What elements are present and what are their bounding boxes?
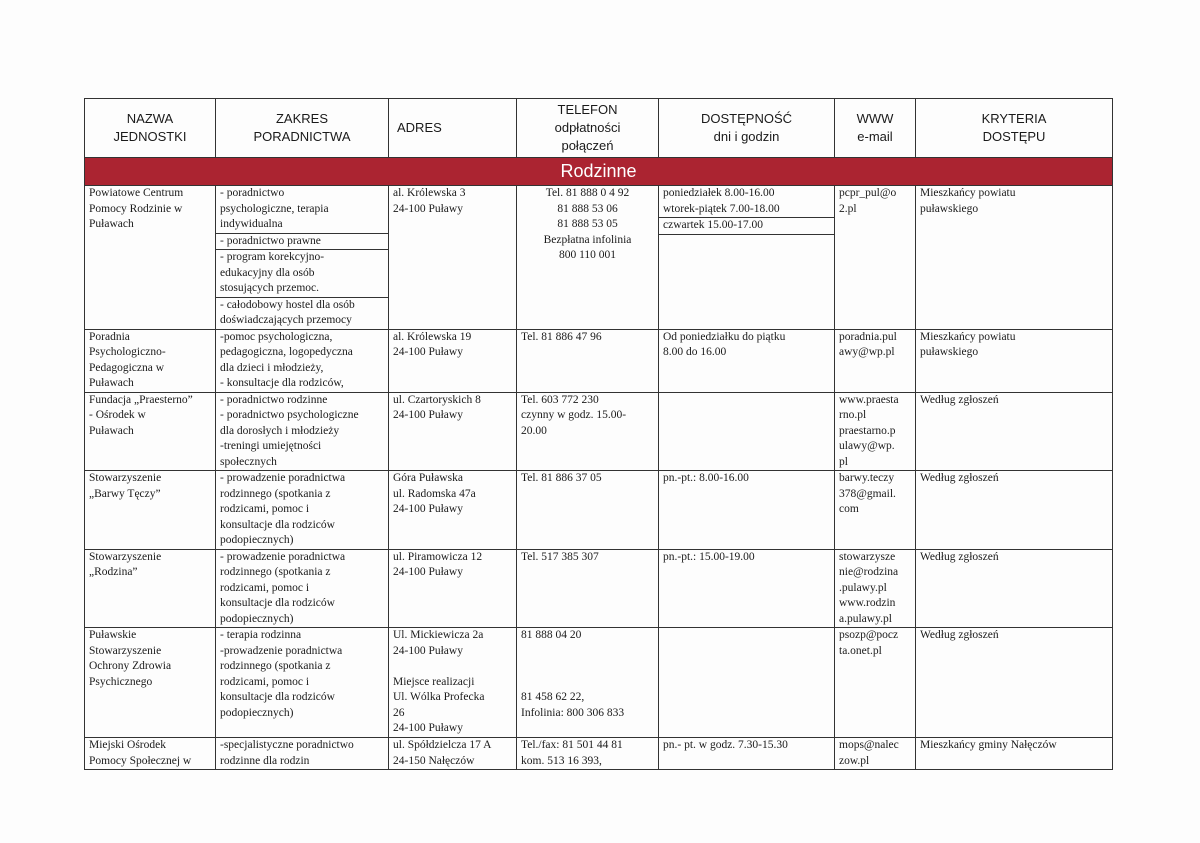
scope-text-line: społecznych — [220, 455, 277, 468]
address-line: Góra Puławska — [393, 472, 463, 484]
hours-text-line: pn.-pt.: 15.00-19.00 — [663, 550, 755, 563]
unit-name-line: Stowarzyszenie — [89, 472, 162, 484]
web-email-line: nie@rodzina — [839, 566, 899, 578]
web-email-line: rno.pl — [839, 409, 867, 421]
web-email — [835, 471, 916, 550]
access-criteria — [916, 186, 1113, 330]
access-criteria-line: Mieszkańcy gminy Nałęczów — [920, 739, 1057, 751]
scope-text-line: - program korekcyjno- — [220, 251, 325, 263]
hours-text-line: 8.00 do 16.00 — [663, 346, 727, 358]
hours-item — [663, 550, 830, 566]
phone — [517, 471, 659, 550]
unit-name-line: Fundacja „Praesterno” — [89, 393, 193, 406]
scope-text-line: - poradnictwo — [220, 187, 285, 199]
table-row — [85, 186, 1113, 330]
address-line: 24-100 Puławy — [393, 566, 463, 578]
access-criteria — [916, 628, 1113, 738]
phone-line: 81 888 04 20 — [521, 629, 582, 641]
web-email-line: stowarzysze — [839, 550, 896, 563]
web-email-line: www.rodzin — [839, 597, 896, 609]
unit-name-line: Ochrony Zdrowia — [89, 660, 172, 672]
unit-name-line: Puławskie — [89, 629, 137, 641]
address — [389, 471, 517, 550]
scope-item — [220, 628, 384, 721]
phone-line: 81 888 53 06 — [557, 202, 618, 215]
hours-cell — [659, 186, 835, 330]
scope-text-line: - prowadzenie poradnictwa — [220, 550, 346, 563]
scope-item — [216, 249, 388, 297]
phone-line: Tel. 603 772 230 — [521, 393, 599, 406]
scope-text-line: doświadczających przemocy — [220, 314, 352, 326]
header-address: ADRES — [389, 99, 517, 158]
unit-name — [85, 186, 216, 330]
unit-name-line: Psychicznego — [89, 675, 153, 688]
scope-text-line: edukacyjny dla osób — [220, 266, 315, 279]
unit-name — [85, 471, 216, 550]
scope-text-line: indywidualna — [220, 218, 283, 230]
scope-text-line: - terapia rodzinna — [220, 629, 302, 641]
services-table — [84, 98, 1113, 770]
scope-item — [220, 186, 384, 233]
hours-item — [663, 330, 830, 361]
address-line: Ul. Mickiewicza 2a — [393, 629, 484, 641]
scope-cell — [216, 392, 389, 471]
phone-line: Tel. 81 886 37 05 — [521, 472, 602, 484]
hours-cell — [659, 628, 835, 738]
hours-text-line: poniedziałek 8.00-16.00 — [663, 187, 775, 199]
web-email-line: praestarno.p — [839, 424, 896, 437]
access-criteria — [916, 738, 1113, 770]
web-email-line: pl — [839, 455, 848, 468]
hours-cell — [659, 329, 835, 392]
access-criteria-line: Według zgłoszeń — [920, 393, 999, 406]
scope-item — [220, 393, 384, 471]
scope-text-line: -specjalistyczne poradnictwo — [220, 739, 354, 751]
hours-text-line: Od poniedziałku do piątku — [663, 330, 786, 343]
web-email-line: ta.onet.pl — [839, 644, 882, 657]
address — [389, 549, 517, 628]
access-criteria-line: Według zgłoszeń — [920, 472, 999, 484]
address-line: 24-100 Puławy — [393, 503, 463, 515]
scope-text-line: podopiecznych) — [220, 706, 294, 719]
scope-text-line: rodzicami, pomoc i — [220, 503, 310, 515]
phone — [517, 549, 659, 628]
web-email-line: mops@nalec — [839, 739, 899, 751]
web-email-line: poradnia.pul — [839, 330, 897, 343]
table-row — [85, 392, 1113, 471]
web-email — [835, 329, 916, 392]
address — [389, 392, 517, 471]
web-email — [835, 738, 916, 770]
scope-text-line: konsultacje dla rodziców — [220, 691, 335, 703]
header-web: WWW e-mail — [835, 99, 916, 158]
unit-name-line: Miejski Ośrodek — [89, 739, 166, 751]
address-line: 26 — [393, 706, 405, 719]
scope-cell — [216, 738, 389, 770]
address-line: Miejsce realizacji — [393, 675, 475, 688]
web-email — [835, 186, 916, 330]
table-row — [85, 549, 1113, 628]
address-line: 24-100 Puławy — [393, 722, 463, 734]
header-hours: DOSTĘPNOŚĆ dni i godzin — [659, 99, 835, 158]
web-email-line: pcpr_pul@o — [839, 187, 897, 199]
scope-text-line: rodzinnego (spotkania z — [220, 660, 331, 672]
address-line: 24-100 Puławy — [393, 409, 463, 421]
table-row — [85, 738, 1113, 770]
unit-name-line: Pedagogiczna w — [89, 361, 165, 374]
web-email-line: psozp@pocz — [839, 629, 899, 641]
web-email-line: com — [839, 503, 859, 515]
address-line: al. Królewska 19 — [393, 330, 472, 343]
phone-line: Bezpłatna infolinia — [543, 233, 632, 246]
unit-name-line: Pomocy Społecznej w — [89, 754, 192, 767]
unit-name-line: Psychologiczno- — [89, 346, 166, 358]
unit-name-line: - Ośrodek w — [89, 409, 146, 421]
access-criteria — [916, 329, 1113, 392]
phone-line: 81 458 62 22, — [521, 691, 585, 703]
header-phone: TELEFON odpłatności połączeń — [517, 99, 659, 158]
scope-text-line: - poradnictwo rodzinne — [220, 393, 328, 406]
scope-cell — [216, 186, 389, 330]
phone-line — [521, 659, 654, 675]
hours-cell — [659, 738, 835, 770]
phone — [517, 392, 659, 471]
scope-text-line: podopiecznych) — [220, 612, 294, 625]
access-criteria — [916, 471, 1113, 550]
address-line: ul. Spółdzielcza 17 A — [393, 739, 492, 751]
access-criteria-line: puławskiego — [920, 346, 979, 358]
phone-line: Tel. 517 385 307 — [521, 550, 599, 563]
address-line: al. Królewska 3 — [393, 187, 466, 199]
phone — [517, 738, 659, 770]
scope-cell — [216, 549, 389, 628]
address-line: 24-100 Puławy — [393, 202, 463, 215]
scope-item — [220, 738, 384, 769]
unit-name-line: Stowarzyszenie — [89, 644, 162, 657]
scope-cell — [216, 471, 389, 550]
unit-name-line: Stowarzyszenie — [89, 550, 162, 563]
scope-text-line: dla dzieci i młodzieży, — [220, 361, 324, 374]
section-band — [85, 158, 1113, 186]
address-line — [393, 659, 512, 675]
scope-text-line: stosujących przemoc. — [220, 282, 319, 294]
header-name: NAZWA JEDNOSTKI — [85, 99, 216, 158]
web-email-line: a.pulawy.pl — [839, 612, 892, 625]
phone-line — [521, 675, 654, 691]
address — [389, 628, 517, 738]
unit-name-line: „Rodzina” — [89, 566, 138, 578]
access-criteria-line: Mieszkańcy powiatu — [920, 187, 1016, 199]
address-line: Ul. Wólka Profecka — [393, 691, 485, 703]
address — [389, 329, 517, 392]
scope-text-line: podopiecznych) — [220, 534, 294, 546]
web-email — [835, 549, 916, 628]
phone-line — [521, 644, 654, 660]
scope-text-line: - poradnictwo prawne — [220, 234, 321, 247]
unit-name — [85, 392, 216, 471]
scope-cell — [216, 628, 389, 738]
access-criteria-line: puławskiego — [920, 202, 979, 215]
scope-text-line: rodzinnego (spotkania z — [220, 566, 331, 578]
scope-text-line: -pomoc psychologiczna, — [220, 330, 333, 343]
unit-name-line: Poradnia — [89, 330, 130, 343]
unit-name — [85, 738, 216, 770]
scope-item — [220, 550, 384, 628]
table-row — [85, 329, 1113, 392]
scope-text-line: psychologiczne, terapia — [220, 202, 329, 215]
address — [389, 738, 517, 770]
access-criteria-line: Według zgłoszeń — [920, 629, 999, 641]
unit-name — [85, 628, 216, 738]
phone-line: czynny w godz. 15.00- — [521, 409, 627, 421]
address — [389, 186, 517, 330]
scope-text-line: - całodobowy hostel dla osób — [220, 298, 355, 311]
phone-line: 800 110 001 — [558, 249, 617, 261]
scope-text-line: - poradnictwo psychologiczne — [220, 409, 359, 421]
hours-text-line: pn.- pt. w godz. 7.30-15.30 — [663, 739, 788, 751]
table-row — [85, 471, 1113, 550]
hours-text-line: pn.-pt.: 8.00-16.00 — [663, 472, 749, 484]
scope-item — [220, 330, 384, 392]
unit-name-line: Puławach — [89, 424, 134, 437]
web-email-line: 378@gmail. — [839, 487, 896, 500]
web-email-line: ulawy@wp. — [839, 440, 895, 452]
hours-cell — [659, 549, 835, 628]
web-email-line: 2.pl — [839, 202, 857, 215]
phone-line: Infolinia: 800 306 833 — [521, 706, 625, 719]
scope-cell — [216, 329, 389, 392]
scope-text-line: dla dorosłych i młodzieży — [220, 424, 340, 437]
hours-item — [659, 217, 834, 235]
hours-cell — [659, 392, 835, 471]
hours-item — [663, 186, 830, 217]
address-line: 24-150 Nałęczów — [393, 754, 475, 767]
document-sheet — [84, 98, 1112, 770]
scope-text-line: konsultacje dla rodziców — [220, 597, 335, 609]
web-email-line: awy@wp.pl — [839, 346, 895, 358]
unit-name-line: Puławach — [89, 218, 134, 230]
hours-item — [663, 471, 830, 487]
hours-text-line: wtorek-piątek 7.00-18.00 — [663, 202, 780, 215]
phone-line: 20.00 — [521, 424, 547, 437]
scope-item — [216, 297, 388, 329]
scope-text-line: rodzinne dla rodzin — [220, 754, 310, 767]
scope-text-line: rodzinnego (spotkania z — [220, 487, 331, 500]
phone-line: Tel./fax: 81 501 44 81 — [521, 739, 623, 751]
address-line: 24-100 Puławy — [393, 346, 463, 358]
scope-text-line: -treningi umiejętności — [220, 440, 322, 452]
phone — [517, 628, 659, 738]
address-line: ul. Piramowicza 12 — [393, 550, 483, 563]
hours-item — [663, 738, 830, 754]
unit-name-line: Pomocy Rodzinie w — [89, 202, 183, 215]
access-criteria-line: Według zgłoszeń — [920, 550, 999, 563]
unit-name-line: „Barwy Tęczy” — [89, 487, 161, 500]
phone — [517, 186, 659, 330]
scope-text-line: rodzicami, pomoc i — [220, 675, 310, 688]
web-email — [835, 628, 916, 738]
section-title: Rodzinne — [85, 158, 1113, 186]
scope-text-line: pedagogiczna, logopedyczna — [220, 346, 353, 358]
web-email-line: www.praesta — [839, 393, 899, 406]
table-row — [85, 628, 1113, 738]
unit-name — [85, 329, 216, 392]
unit-name-line: Powiatowe Centrum — [89, 187, 184, 199]
web-email-line: zow.pl — [839, 754, 870, 767]
hours-text-line: czwartek 15.00-17.00 — [663, 219, 763, 231]
header-row — [85, 99, 1113, 158]
scope-text-line: - konsultacje dla rodziców, — [220, 377, 344, 389]
hours-cell — [659, 471, 835, 550]
phone-line: Tel. 81 886 47 96 — [521, 330, 602, 343]
header-scope: ZAKRES PORADNICTWA — [216, 99, 389, 158]
scope-text-line: -prowadzenie poradnictwa — [220, 644, 343, 657]
access-criteria — [916, 392, 1113, 471]
scope-item — [220, 471, 384, 549]
phone-line: 81 888 53 05 — [557, 218, 618, 230]
access-criteria-line: Mieszkańcy powiatu — [920, 330, 1016, 343]
unit-name-line: Puławach — [89, 377, 134, 389]
phone — [517, 329, 659, 392]
web-email-line: .pulawy.pl — [839, 581, 887, 594]
unit-name — [85, 549, 216, 628]
web-email — [835, 392, 916, 471]
header-criteria: KRYTERIA DOSTĘPU — [916, 99, 1113, 158]
scope-text-line: konsultacje dla rodziców — [220, 518, 335, 531]
phone-line: kom. 513 16 393, — [521, 754, 602, 767]
address-line: ul. Radomska 47a — [393, 487, 476, 500]
web-email-line: barwy.teczy — [839, 472, 895, 484]
scope-item — [216, 233, 388, 250]
scope-text-line: - prowadzenie poradnictwa — [220, 472, 346, 484]
phone-line: Tel. 81 888 0 4 92 — [545, 187, 630, 199]
scope-text-line: rodzicami, pomoc i — [220, 581, 310, 594]
access-criteria — [916, 549, 1113, 628]
address-line: ul. Czartoryskich 8 — [393, 393, 481, 406]
address-line: 24-100 Puławy — [393, 644, 463, 657]
